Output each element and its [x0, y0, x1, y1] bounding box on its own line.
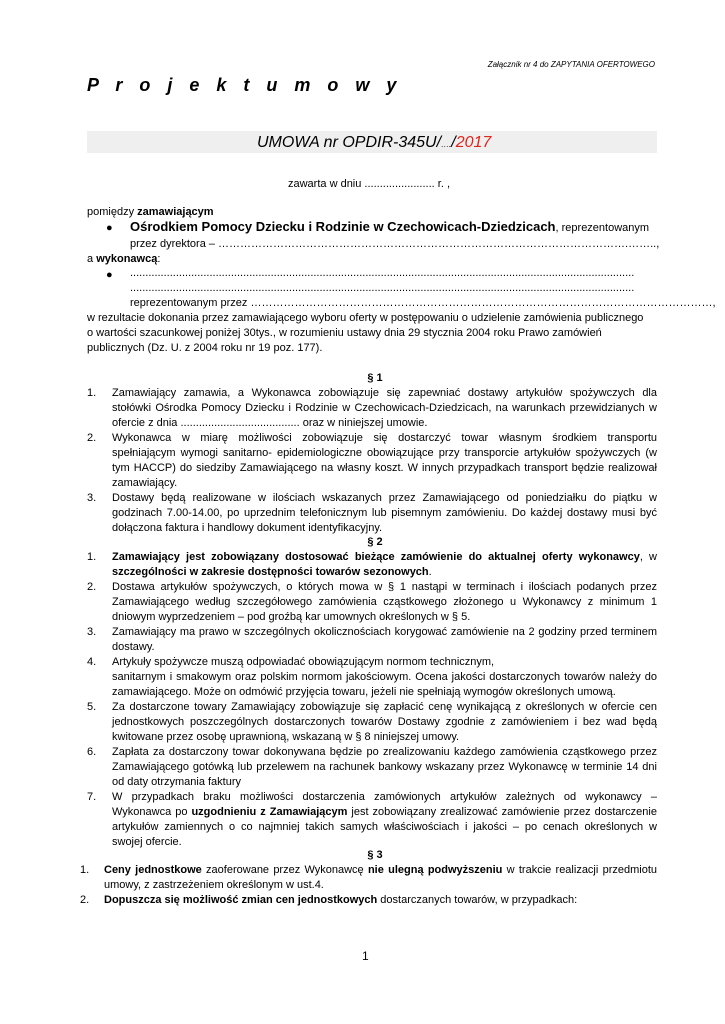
s2-item-6-num: 6. — [87, 746, 97, 758]
s1-item-1-num: 1. — [87, 387, 97, 399]
s2-item-7-line — [112, 805, 657, 820]
s2-item-6-line: od daty otrzymania faktury — [112, 776, 242, 788]
s2-item-4-line: zamawiającego. Może on odmówić przyjęcia towaru, jeżeli nie spełniają wymogów określonych umową. — [112, 686, 616, 698]
s2-item-5-line: kwitowane przez osobę uprawnioną, wskazaną w § 8 niniejszej umowy. — [112, 731, 460, 743]
s2-item-6-line: Zapłata za dostarczony towar dokonywana będzie po zrealizowaniu każdego zamówienia cząstkowego przez — [112, 746, 657, 758]
s2-item-1-bold: Zamawiający jest zobowiązany dostosować bieżące zamówienie do aktualnej oferty wykonawcy — [112, 551, 640, 563]
s3-item-1-line — [104, 863, 657, 878]
s2-item-7-text: Wykonawca po — [112, 806, 192, 818]
bullet-icon: ● — [106, 269, 113, 281]
s3-item-2-num: 2. — [80, 894, 90, 906]
s2-item-7-num: 7. — [87, 791, 97, 803]
result-line: publicznych (Dz. U. z 2004 roku nr 19 poz. 177). — [87, 342, 323, 354]
contractor-line-1: ..................................................................................................................................................................... — [130, 267, 635, 279]
between-line — [87, 205, 214, 220]
orderer-line — [130, 219, 649, 236]
contract-title-sep: / — [451, 134, 456, 151]
result-line: w rezultacie dokonania przez zamawiającego wyboru oferty w postępowaniu o udzielenie zamówienia publicznego — [87, 312, 644, 324]
s1-item-2-num: 2. — [87, 432, 97, 444]
place-line: zawarta w dniu ....................... r. , — [288, 178, 450, 190]
s2-item-4-line: Artykuły spożywcze muszą odpowiadać obowiązującym normom technicznym, — [112, 656, 495, 668]
s1-item-3-line: godzinach 7.00-14.00, po uprzednim telefonicznym lub pisemnym zamówieniu. Do każdej dostawy musi być — [112, 507, 657, 519]
s1-item-3-line: dołączona faktura i handlowy dokument identyfikacyjny. — [112, 522, 383, 534]
contract-title — [257, 133, 491, 155]
s2-item-2-line: dniowym wyprzedzeniem – pod groźbą kar umownych określonych w § 5. — [112, 611, 471, 623]
s2-item-3-num: 3. — [87, 626, 97, 638]
s2-item-2-line: Dostawa artykułów spożywczych, o których mowa w § 1 nastąpi w terminach i ilościach podanych przez — [112, 581, 657, 593]
s2-item-1-rest: , w — [639, 551, 657, 563]
orderer-director: przez dyrektora – ………………………………………………………………………………………………….…….., — [130, 238, 660, 250]
and-line — [87, 252, 160, 267]
s2-item-4-line: sanitarnym i smakowym oraz polskim normom jakościowym. Ocena jakości dostarczonych towarów należy do — [112, 671, 657, 683]
s1-item-2-line: zamawiający. — [112, 477, 178, 489]
s2-item-6-line: Zamawiającego gotówką lub przelewem na rachunek bankowy wskazany przez Wykonawcę w terminie 14 dni — [112, 761, 657, 773]
s2-item-4-num: 4. — [87, 656, 97, 668]
and-suffix: : — [157, 253, 161, 265]
s3-item-1-line: umowy, z zastrzeżeniem określonym w ust.4. — [104, 879, 324, 891]
and-prefix: a — [87, 253, 97, 265]
project-title: P r o j e k t u m o w y — [87, 75, 403, 95]
s3-item-2-bold: Dopuszcza się możliwość zmian cen jednostkowych — [104, 894, 378, 906]
s1-item-1-line: Zamawiający zamawia, a Wykonawca zobowiązuje się zapewniać dostawy artykułów spożywczych dla — [112, 387, 657, 399]
section-2-title: § 2 — [367, 536, 383, 548]
contract-title-prefix: UMOWA nr OPDIR-345U/ — [257, 134, 442, 151]
s2-item-5-num: 5. — [87, 701, 97, 713]
page-number: 1 — [362, 949, 369, 963]
result-line: o wartości szacunkowej poniżej 30tys., w rozumieniu ustawy dnia 29 stycznia 2004 roku Prawo zamówień — [87, 327, 602, 339]
s3-item-1-bold: Ceny jednostkowe — [104, 864, 202, 876]
between-bold: zamawiającym — [137, 206, 214, 218]
s2-item-7-text: jest zobowiązany zrealizować zamówienie przez dostarczenie — [347, 806, 657, 818]
section-3-title: § 3 — [367, 849, 383, 861]
s2-item-2-num: 2. — [87, 581, 97, 593]
s2-item-7-bold: uzgodnieniu z Zamawiającym — [191, 806, 348, 818]
s2-item-1-bold: szczególności w zakresie dostępności towarów sezonowych — [112, 566, 429, 578]
and-bold: wykonawcą — [96, 253, 158, 265]
s1-item-2-line: Wykonawca w miarę możliwości zobowiązuje się dostarczyć towar własnym środkiem transportu — [112, 432, 657, 444]
s2-item-1-num: 1. — [87, 551, 97, 563]
s2-item-7-line: artykułów zamiennych o co najmniej takich samych właściwościach i jakości – po cenach określonych w — [112, 821, 657, 833]
s1-item-1-line: stołówki Ośrodka Pomocy Dziecku i Rodzinie w Czechowicach-Dziedzicach, na warunkach przewidzianych w — [112, 402, 657, 414]
orderer-name: Ośrodkiem Pomocy Dziecku i Rodzinie w Czechowicach-Dziedzicach — [130, 219, 556, 234]
contract-title-dots: …. — [441, 140, 452, 149]
s2-item-2-line: Zamawiającego według szczegółowego zamówienia cząstkowego złożonego u Wykonawcy z minimum 1 — [112, 596, 657, 608]
s2-item-3-line: Zamawiający ma prawo w szczególnych okolicznościach korygować zamówienie na 2 godziny przed terminem — [112, 626, 657, 638]
contractor-line-2: ..................................................................................................................................................................... — [130, 282, 635, 294]
s2-item-5-line: jednostkowych poszczególnych dostarczonych towarów Dostawy zgodnie z zamówieniem i bez wad będą — [112, 716, 657, 728]
s2-item-5-line: Za dostarczone towary Zamawiający zobowiązuje się zapłacić cenę wynikającą z określonych w ofercie cen — [112, 701, 657, 713]
s1-item-2-line: tym HACCP) do siedziby Zamawiającego na własny koszt. W innych przypadkach transport będzie realizował — [112, 462, 657, 474]
s1-item-2-line: spełniającym wymogi sanitarno- epidemiologiczne obowiązujące przy transporcie artykułów spożywczych (w — [112, 447, 657, 459]
contractor-line-3: reprezentowanym przez ………………………………………………………………………………………………………………, — [130, 297, 716, 309]
s3-item-1-bold: nie ulegną podwyższeniu — [367, 864, 503, 876]
s3-item-2-line — [104, 893, 577, 908]
s3-item-1-text: w trakcie realizacji przedmiotu — [502, 864, 657, 876]
orderer-rest: , reprezentowanym — [555, 222, 650, 234]
s2-item-1-rest: . — [428, 566, 432, 578]
s1-item-3-line: Dostawy będą realizowane w ilościach wskazanych przez Zamawiającego od poniedziałku do piątku w — [112, 492, 657, 504]
s2-item-1-line — [112, 550, 657, 565]
between-prefix: pomiędzy — [87, 206, 138, 218]
s3-item-1-num: 1. — [80, 864, 90, 876]
s3-item-2-text: dostarczanych towarów, w przypadkach: — [377, 894, 578, 906]
s2-item-7-line: W przypadkach braku możliwości dostarczenia zamówionych artykułów zależnych od wykonawcy – — [112, 791, 657, 803]
contract-title-year: 2017 — [455, 134, 492, 151]
bullet-icon: ● — [106, 222, 113, 234]
annex-label: Załącznik nr 4 do ZAPYTANIA OFERTOWEGO — [487, 60, 655, 69]
s2-item-7-line: swojej ofercie. — [112, 836, 182, 848]
s1-item-1-line: ofercie z dnia ....................................... oraz w niniejszej umowie. — [112, 417, 428, 429]
s1-item-3-num: 3. — [87, 492, 97, 504]
s3-item-1-text: zaoferowane przez Wykonawcę — [201, 864, 368, 876]
s2-item-1-line — [112, 565, 432, 580]
s2-item-3-line: dostawy. — [112, 641, 155, 653]
section-1-title: § 1 — [367, 372, 383, 384]
